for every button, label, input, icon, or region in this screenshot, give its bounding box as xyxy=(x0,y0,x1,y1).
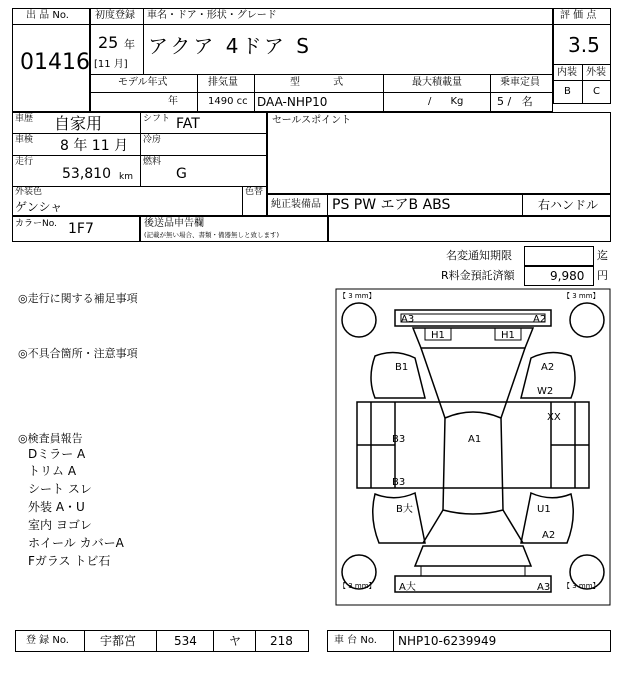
damage-mark-a2-top: A2 xyxy=(533,314,547,325)
docs-label: 後送品申告欄 xyxy=(144,218,204,229)
damage-mark-b3-lower: B3 xyxy=(392,477,406,488)
damage-mark-w2: W2 xyxy=(537,386,554,397)
docs-extra-box xyxy=(328,216,611,242)
mileage-note: ◎走行に関する補足事項 xyxy=(18,292,138,305)
reg-kana: ヤ xyxy=(229,634,242,648)
fuel-label: 燃料 xyxy=(143,157,162,167)
color-change-label: 色替 xyxy=(245,187,264,197)
name-change-unit: 迄 xyxy=(597,249,608,262)
first-reg-year: 25 xyxy=(98,33,119,52)
capacity-value: 5 / 名 xyxy=(497,95,533,108)
damage-mark-a3-bottom: A3 xyxy=(537,582,551,593)
defects-note: ◎不具合箇所・注意事項 xyxy=(18,347,138,360)
exterior-label: 外装 xyxy=(586,67,606,78)
recycle-unit: 円 xyxy=(597,269,608,282)
model-year-label: モデル年式 xyxy=(118,77,168,88)
rating: 3.5 xyxy=(568,33,600,57)
damage-mark-b-large: B大 xyxy=(396,504,413,515)
docs-note: (記載が無い場合、書類・備器無しと致します) xyxy=(144,231,280,239)
lot-no: 01416 xyxy=(20,50,90,75)
damage-mark-h1-right: H1 xyxy=(501,330,515,341)
tire-label: 【 3 mm】 xyxy=(563,292,600,300)
model-year-value: 年 xyxy=(168,96,178,107)
displacement-value: 1490 cc xyxy=(208,96,248,107)
damage-mark-b3-upper: B3 xyxy=(392,434,406,445)
inspector-item: トリム A xyxy=(28,464,77,478)
damage-mark-xx: XX xyxy=(547,412,561,423)
history-label: 車歴 xyxy=(15,114,34,124)
model-value: DAA-NHP10 xyxy=(257,95,328,109)
inspection-value: 8 年 11 月 xyxy=(60,138,129,154)
inspector-item: 室内 ヨゴレ xyxy=(28,518,92,532)
inspector-label: ◎検査員報告 xyxy=(18,432,83,445)
equipment-value: PS PW エアB ABS xyxy=(332,197,451,213)
reg-number: 218 xyxy=(270,634,293,648)
damage-mark-a1: A1 xyxy=(468,434,482,445)
damage-mark-b1: B1 xyxy=(395,362,409,373)
inspector-item: Dミラー A xyxy=(28,447,86,461)
displacement-label: 排気量 xyxy=(208,77,238,88)
sales-point-label: セールスポイント xyxy=(272,115,352,126)
shift-value: FAT xyxy=(176,116,200,132)
ac-label: 冷房 xyxy=(143,135,162,145)
color-no-label: カラーNo. xyxy=(15,219,57,229)
color-label: 外装色 xyxy=(15,187,43,197)
interior-label: 内装 xyxy=(557,67,577,78)
car-name: アクア 4ドア S xyxy=(148,34,312,58)
tire-label: 【 3 mm】 xyxy=(339,292,376,300)
inspection-label: 車検 xyxy=(15,135,34,145)
damage-mark-u1: U1 xyxy=(537,504,551,515)
car-damage-diagram xyxy=(335,288,611,606)
model-label: 型 式 xyxy=(290,77,344,88)
exterior-grade: C xyxy=(593,86,600,97)
recycle-value: 9,980 xyxy=(550,269,585,283)
mileage-unit: km xyxy=(119,172,133,182)
color-no-value: 1F7 xyxy=(68,221,94,237)
chassis-value: NHP10-6239949 xyxy=(398,634,497,648)
inspector-item: ホイール カバーA xyxy=(28,536,124,550)
inspector-item: Fガラス トビ石 xyxy=(28,554,111,568)
inspector-item: 外装 A・U xyxy=(28,500,85,514)
chassis-label: 車 台 No. xyxy=(334,635,377,646)
damage-mark-a2-right: A2 xyxy=(541,362,555,373)
reg-no-label: 登 録 No. xyxy=(26,635,69,646)
car-desc-label: 車名・ドア・形状・グレード xyxy=(147,10,277,21)
recycle-label: R料金預託済額 xyxy=(441,269,515,282)
lot-no-label: 出 品 No. xyxy=(26,10,69,21)
name-change-label: 名変通知期限 xyxy=(446,249,512,262)
history-value: 自家用 xyxy=(54,114,103,133)
name-change-box xyxy=(524,246,594,266)
shift-label: シフト xyxy=(143,114,171,124)
tire-label: 【 3 mm】 xyxy=(563,582,600,590)
year-unit: 年 xyxy=(124,38,135,51)
damage-mark-a-large: A大 xyxy=(399,582,416,593)
damage-mark-h1-left: H1 xyxy=(431,330,445,341)
mileage-value: 53,810 xyxy=(62,166,111,182)
interior-grade: B xyxy=(564,86,571,97)
mileage-label: 走行 xyxy=(15,157,34,167)
reg-area: 宇都宮 xyxy=(100,634,137,648)
steering-value: 右ハンドル xyxy=(538,198,599,212)
capacity-label: 乗車定員 xyxy=(500,77,540,88)
damage-mark-a3-top: A3 xyxy=(401,314,415,325)
reg-class: 534 xyxy=(174,634,197,648)
color-value: ゲンシャ xyxy=(15,200,63,214)
first-reg-label: 初度登録 xyxy=(95,10,135,21)
max-load-value: / Kg xyxy=(428,96,464,107)
rating-label: 評 価 点 xyxy=(560,10,597,21)
inspector-item: シート スレ xyxy=(28,482,92,496)
max-load-label: 最大積載量 xyxy=(412,77,462,88)
equipment-label: 純正装備品 xyxy=(271,199,321,210)
damage-mark-a2-lower: A2 xyxy=(542,530,556,541)
fuel-value: G xyxy=(176,166,187,182)
tire-label: 【 3 mm】 xyxy=(339,582,376,590)
first-reg-month: [11 月] xyxy=(94,59,128,70)
